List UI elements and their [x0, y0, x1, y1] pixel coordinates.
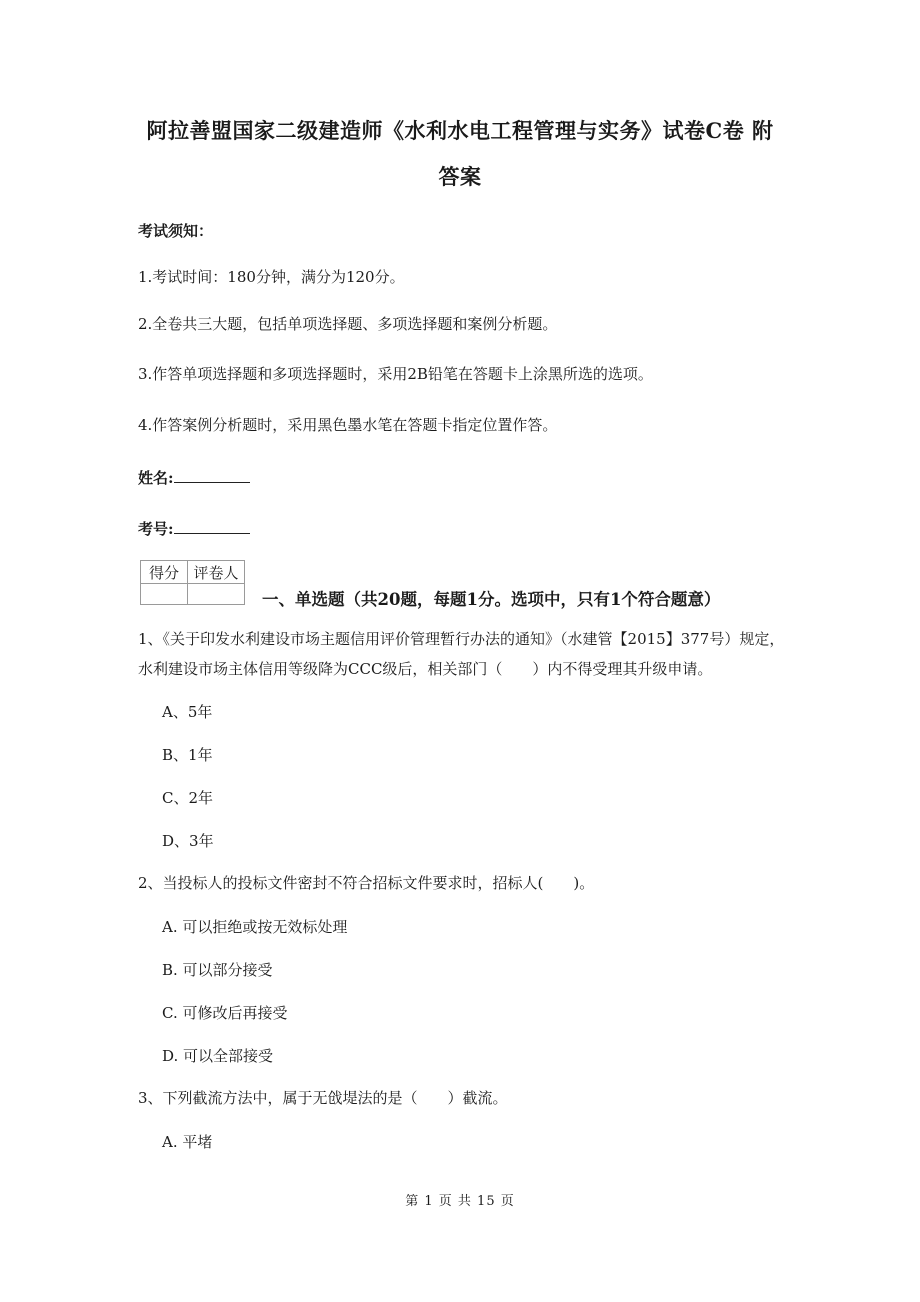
question-3-text: 3、下列截流方法中，属于无戗堤法的是（ ）截流。 [138, 1089, 508, 1107]
notice-heading: 考试须知： [138, 222, 214, 240]
question-3-option-a: A. 平堵 [162, 1133, 213, 1151]
notice-item-1: 1.考试时间：180分钟，满分为120分。 [138, 268, 405, 286]
grader-header: 评卷人 [188, 561, 245, 584]
question-1-option-d: D、3年 [162, 832, 214, 850]
document-title [120, 108, 800, 200]
question-2-option-a: A. 可以拒绝或按无效标处理 [162, 918, 348, 936]
question-1-option-b: B、1年 [162, 746, 213, 764]
question-2-text: 2、当投标人的投标文件密封不符合招标文件要求时，招标人( )。 [138, 874, 595, 892]
question-2-option-c: C. 可修改后再接受 [162, 1004, 288, 1022]
question-1-option-c: C、2年 [162, 789, 214, 807]
question-2-option-b: B. 可以部分接受 [162, 961, 273, 979]
exam-id-label: 考号: [138, 520, 174, 538]
name-field [138, 467, 250, 488]
name-blank-line [174, 468, 250, 483]
title-line-1: 阿拉善盟国家二级建造师《水利水电工程管理与实务》试卷C卷 附 [146, 118, 774, 143]
title-line-2: 答案 [438, 164, 482, 189]
grader-cell [188, 584, 245, 605]
notice-item-4: 4.作答案例分析题时，采用黑色墨水笔在答题卡指定位置作答。 [138, 416, 558, 434]
score-header: 得分 [141, 561, 188, 584]
question-1-text: 1、《关于印发水利建设市场主题信用评价管理暂行办法的通知》（水建管【2015】377号）规定，水利建设市场主体信用等级降为CCC级后，相关部门（ ）内不得受理其升级申请。 [138, 630, 785, 678]
question-1-option-a: A、5年 [162, 703, 213, 721]
notice-item-2: 2.全卷共三大题，包括单项选择题、多项选择题和案例分析题。 [138, 315, 558, 333]
name-label: 姓名: [138, 469, 174, 487]
section-title: 一、单选题（共20题，每题1分。选项中，只有1个符合题意） [262, 590, 721, 609]
page-footer: 第 1 页 共 15 页 [405, 1194, 515, 1209]
exam-id-blank-line [174, 519, 250, 534]
notice-item-3: 3.作答单项选择题和多项选择题时，采用2B铅笔在答题卡上涂黑所选的选项。 [138, 365, 653, 383]
exam-id-field [138, 518, 250, 539]
question-2-option-d: D. 可以全部接受 [162, 1047, 274, 1065]
score-table [140, 560, 245, 605]
score-cell [141, 584, 188, 605]
